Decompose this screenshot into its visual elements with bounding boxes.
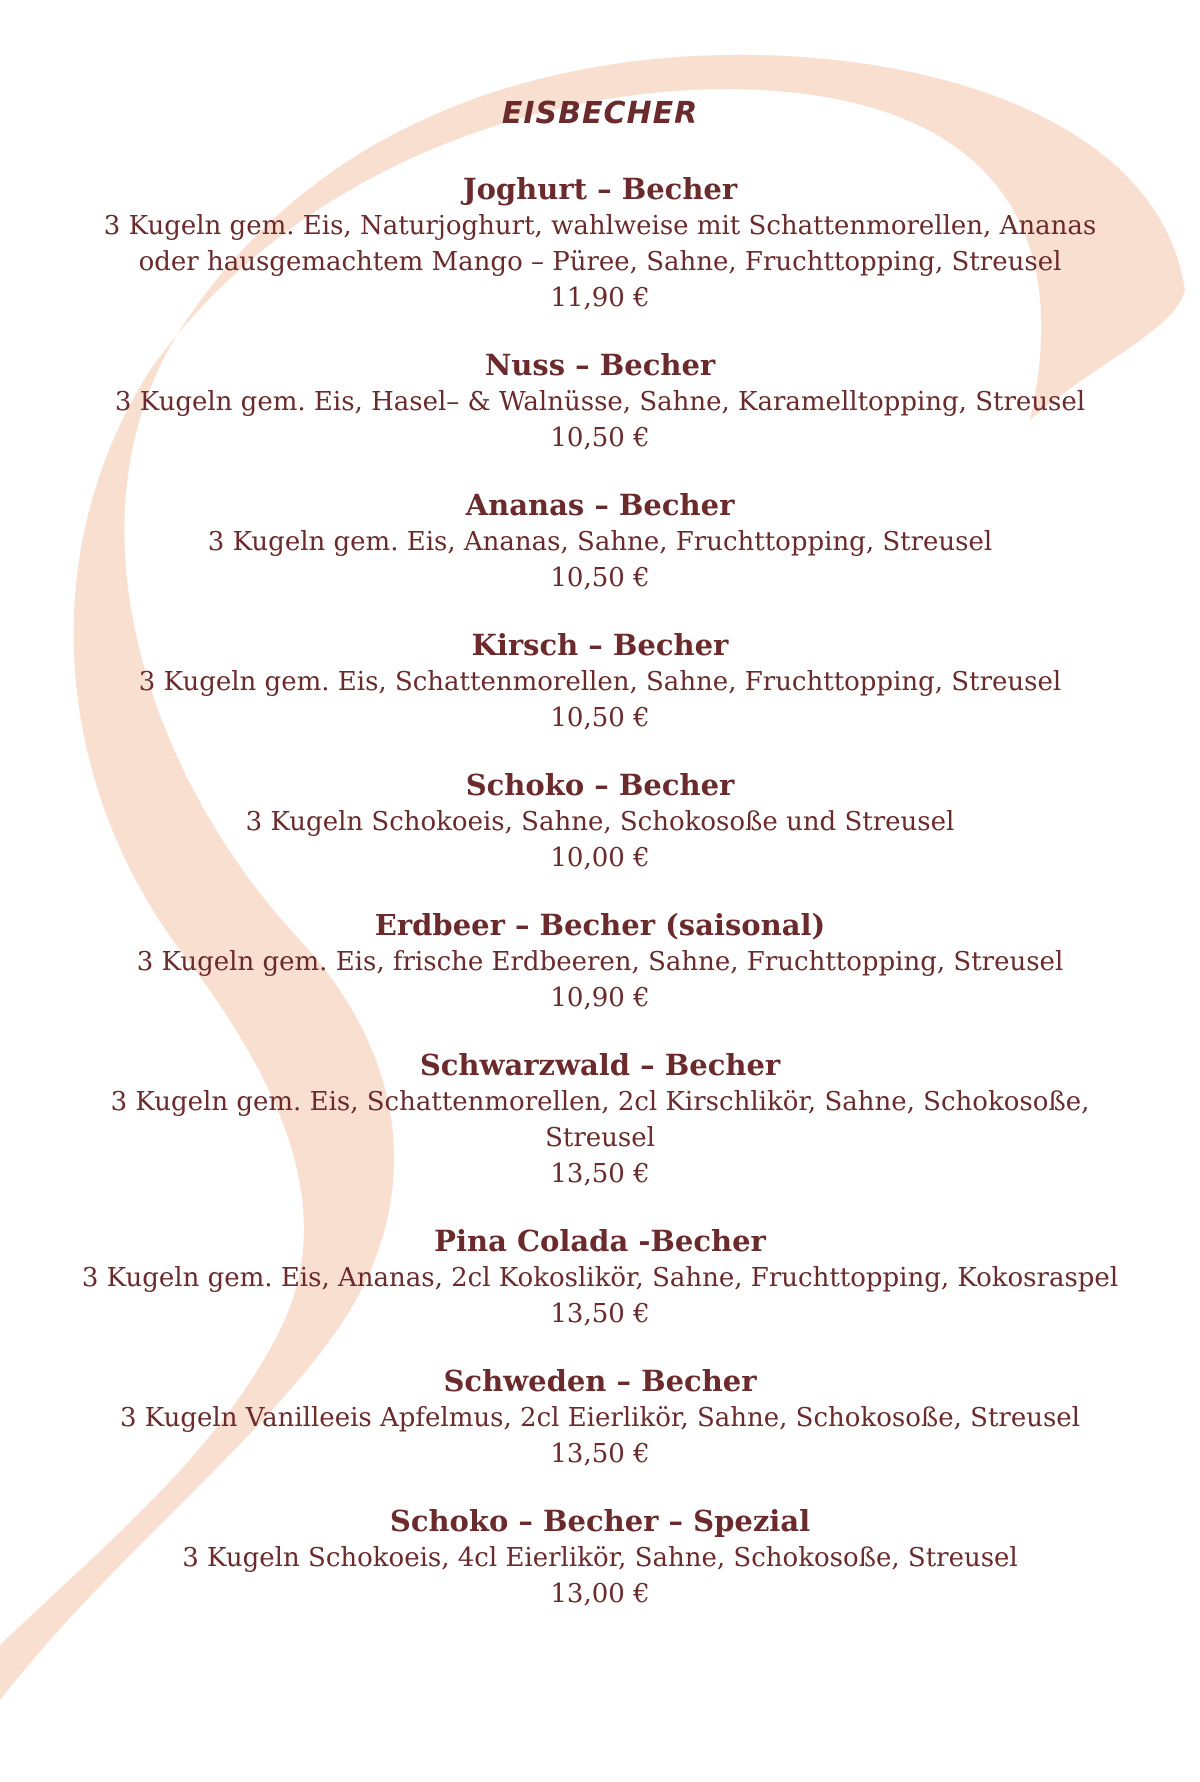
item-description: 3 Kugeln Vanilleeis Apfelmus, 2cl Eierlikör, Sahne, Schokosoße, Streusel: [119, 1403, 1081, 1433]
menu-item: [0, 486, 1200, 596]
menu-item: [0, 170, 1200, 316]
menu-item: [0, 1362, 1200, 1472]
item-description: 3 Kugeln gem. Eis, frische Erdbeeren, Sahne, Fruchttopping, Streusel: [136, 947, 1064, 977]
menu-items-list: [0, 170, 1200, 1642]
item-name: Erdbeer – Becher (saisonal): [374, 908, 826, 942]
item-name: Joghurt – Becher: [462, 172, 738, 206]
menu-item: [0, 766, 1200, 876]
menu-item: [0, 626, 1200, 736]
item-description: 3 Kugeln gem. Eis, Ananas, 2cl Kokoslikör, Sahne, Fruchttopping, Kokosraspel: [81, 1263, 1119, 1293]
item-name: Nuss – Becher: [484, 348, 716, 382]
item-price: 11,90 €: [550, 283, 650, 313]
item-description: 3 Kugeln Schokoeis, Sahne, Schokosoße und Streusel: [245, 807, 955, 837]
item-name: Schoko – Becher – Spezial: [389, 1504, 811, 1538]
item-description: 3 Kugeln gem. Eis, Naturjoghurt, wahlweise mit Schattenmorellen, Ananas oder hausgemachtem Mango – Püree, Sahne, Fruchttopping, Streusel: [103, 211, 1097, 277]
item-description: 3 Kugeln gem. Eis, Schattenmorellen, 2cl Kirschlikör, Sahne, Schokosoße, Streusel: [110, 1087, 1090, 1153]
item-name: Schweden – Becher: [443, 1364, 757, 1398]
item-price: 10,50 €: [550, 703, 650, 733]
menu-item: [0, 1502, 1200, 1612]
item-price: 13,50 €: [550, 1159, 650, 1189]
item-description: 3 Kugeln Schokoeis, 4cl Eierlikör, Sahne, Schokosoße, Streusel: [182, 1543, 1018, 1573]
menu-item: [0, 1046, 1200, 1192]
item-description: 3 Kugeln gem. Eis, Ananas, Sahne, Fruchttopping, Streusel: [207, 527, 993, 557]
section-title: EISBECHER: [501, 96, 699, 131]
item-price: 13,00 €: [550, 1579, 650, 1609]
item-price: 13,50 €: [550, 1299, 650, 1329]
item-price: 10,00 €: [550, 843, 650, 873]
item-name: Ananas – Becher: [465, 488, 735, 522]
item-name: Schoko – Becher: [465, 768, 735, 802]
item-price: 13,50 €: [550, 1439, 650, 1469]
item-description: 3 Kugeln gem. Eis, Hasel– & Walnüsse, Sahne, Karamelltopping, Streusel: [114, 387, 1086, 417]
menu-item: [0, 906, 1200, 1016]
item-name: Schwarzwald – Becher: [419, 1048, 781, 1082]
menu-item: [0, 346, 1200, 456]
item-price: 10,50 €: [550, 563, 650, 593]
item-description: 3 Kugeln gem. Eis, Schattenmorellen, Sahne, Fruchttopping, Streusel: [138, 667, 1062, 697]
menu-item: [0, 1222, 1200, 1332]
item-name: Kirsch – Becher: [471, 628, 729, 662]
item-price: 10,50 €: [550, 423, 650, 453]
item-price: 10,90 €: [550, 983, 650, 1013]
item-name: Pina Colada -Becher: [434, 1224, 766, 1258]
